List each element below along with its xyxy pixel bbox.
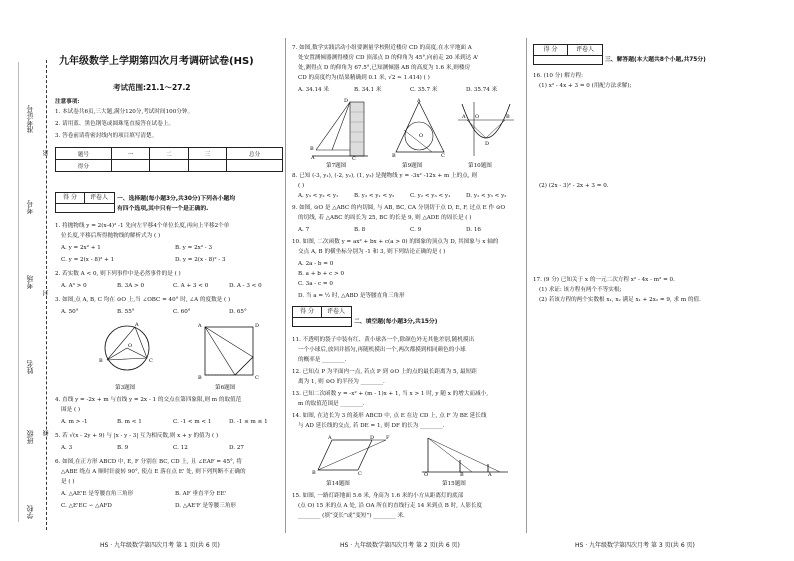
svg-text:B: B [392, 153, 396, 159]
q13-line1: 13. 已知二次函数 y = -x² + (m - 1)x + 1, 当 x > 1 时, y 随 x 的增大而减小, [292, 391, 488, 397]
q3-option-c: C. 60° [173, 309, 191, 315]
caption-fig3: 第3题图 [115, 385, 136, 391]
field-line [18, 62, 37, 522]
q4-option-b: B. m < 1 [117, 419, 142, 425]
column-divider-1 [285, 38, 286, 533]
q6-option-b: B. AF 垂直平分 EE' [175, 491, 227, 497]
q12-line1: 12. 已知点 P 为平面内一点, 若点 P 到 ⊙O 上的点的最长距离为 5, 最短距 [292, 369, 477, 375]
q2-line1: 2. 若实数 A < 0, 则下列事件中是必然事件的是 ( ) [55, 271, 181, 277]
q1-line2: 位长度,平移后所得抛物线的解析式为 ( ) [61, 233, 161, 239]
figure-q6-square [195, 322, 265, 382]
q7-line4: CD 的高度约为(结果精确到 0.1 米, √2 ≈ 1.414) ( ) [298, 75, 430, 81]
label-name: 姓名 [26, 360, 34, 374]
figure-q7-building [310, 98, 370, 160]
svg-text:O: O [419, 133, 424, 139]
q8-option-a: A. y₃ < y₂ < y₁ [298, 193, 339, 199]
q7-line3: 处,测得点 D 的仰角为 67.5°,已知测倾器 AB 的高度为 1.6 米,则楼房 [298, 65, 471, 71]
score-input-3[interactable] [188, 160, 227, 172]
q5-option-a: A. 3 [61, 445, 73, 451]
svg-text:D: D [255, 323, 260, 329]
q15-line2: (点 O) 15 米的点 A 处, 沿 OA 所在的直线行走 14 米到点 B 时, 人影长度 [298, 503, 483, 509]
q7-option-b: B. 34.1 米 [354, 87, 382, 93]
label-school: 学校 [26, 505, 34, 519]
svg-text:D: D [485, 141, 490, 147]
footer-page-3: HS · 九年级数学第四次月考 第 3 页(共 6 页) [575, 542, 695, 549]
svg-text:O: O [128, 343, 133, 349]
caption-fig14: 第14题图 [326, 481, 350, 487]
svg-text:C: C [149, 358, 153, 364]
section1-title-2: 有四个选项,其中只有一个是正确的. [117, 206, 209, 212]
q10-option-d: D. 当 a = ½ 时, △ABD 是等腰直角三角形 [298, 293, 405, 299]
q6-option-a: A. △AE'E 是等腰直角三角形 [61, 491, 134, 497]
section3-title: 三、解答题(本大题共8个小题,共75分) [605, 57, 706, 63]
q10-option-a: A. 2a - b = 0 [298, 261, 334, 267]
svg-text:D: D [370, 435, 375, 441]
q3-option-d: D. 65° [229, 309, 247, 315]
svg-text:C: C [358, 471, 362, 477]
score-table [55, 147, 283, 172]
q10-option-b: B. a + b + c > 0 [298, 271, 345, 277]
q7-option-a: A. 34.14 米 [298, 87, 329, 93]
note-item-1: 1. 本试卷共6页,三大题,满分120分,考试时间100分钟。 [55, 109, 194, 115]
q1-option-d: D. y = 2(x - 8)² - 3 [175, 257, 226, 263]
q15-line3: ________ (填“变长”或“变短”) ________ 米. [298, 513, 405, 519]
svg-text:D: D [344, 98, 349, 104]
q3-line1: 3. 如图,点 A, B, C 均在 ⊙O 上,当 ∠OBC = 40° 时, ∠A 的度数是 ( ) [55, 297, 231, 303]
q8-line1: 8. 已知 (-3, y₁), (-2, y₂), (1, y₃) 是抛物线 y = -3x² -12x + m 上的点, 则 [292, 173, 477, 179]
score-cell-total: 总分 [227, 148, 283, 160]
note-item-3: 3. 答卷前请将密封线内的项目填写清楚。 [55, 133, 158, 139]
svg-text:B: B [460, 472, 464, 478]
q11-line2: 一个小球后,放回并摇匀,再随机摸出一个,两次都摸到相同颜色的小球 [298, 347, 466, 353]
caption-fig6: 第6题图 [215, 385, 236, 391]
q7-option-d: D. 35.74 米 [466, 87, 498, 93]
q16-line1: 16. (10 分) 解方程: [533, 73, 583, 79]
svg-text:B: B [198, 375, 202, 381]
exam-range: 考试范围:21.1～27.2 [113, 83, 191, 92]
q11-line3: 的概率是 ________. [298, 357, 347, 363]
q3-option-b: B. 55° [117, 309, 135, 315]
label-seat-number: 考号 [26, 200, 34, 214]
box3-pingjuan: 评卷人 [575, 46, 594, 53]
q6-option-c: C. △E'EC ∽ △AFD [61, 503, 112, 509]
q8-option-b: B. y₃ < y₁ < y₂ [354, 193, 395, 199]
q15-line1: 15. 如图, 一路灯距地面 5.6 米, 身高为 1.6 米的小方从距离灯的底部 [292, 493, 464, 499]
score-cell-header: 题号 [56, 148, 112, 160]
q8-option-c: C. y₂ < y₃ < y₁ [410, 193, 451, 199]
q10-option-c: C. 3a - c = 0 [298, 281, 333, 287]
caption-fig15: 第15题图 [442, 481, 466, 487]
q6-line3: 是 ( ) [61, 479, 75, 485]
q3-option-a: A. 50° [61, 309, 79, 315]
svg-text:A: A [198, 323, 202, 329]
svg-text:B: B [506, 114, 510, 120]
label-class: 班级 [26, 430, 34, 444]
figure-q9-incircle [392, 100, 447, 158]
q17-part2: (2) 若该方程的两个实数根 x₁, x₂ 满足 x₁ + 2x₂ = 9, 求 m 的值. [539, 297, 701, 303]
q7-line1: 7. 如图,数学实践活动小组要测量学校附近楼房 CD 的高度,在水平地面 A [292, 45, 472, 51]
box3-defen: 得 分 [534, 45, 568, 55]
q9-line2: 的切线, 若 △ABC 的周长为 25, BC 的长是 9, 则 △ADE 的周长是 ( ) [298, 215, 472, 221]
figure-q15-lamp [420, 434, 510, 476]
q5-option-d: D. 27 [229, 445, 244, 451]
q11-line1: 11. 不透明的袋子中装有红、黄小球各一个,除颜色外无其他差别,随机摸出 [292, 337, 475, 343]
q6-line2: △ABE 绕点 A 顺时针旋转 90°, 使点 E 落在点 E' 处, 则下列判断不正确的 [61, 469, 246, 475]
q6-line1: 6. 如图,在正方形 ABCD 中, E, F 分别在 BC, CD 上, 且 ∠EAF = 45°, 将 [55, 459, 242, 465]
q4-line1: 4. 直线 y = -2x + m 与直线 y = 2x - 1 的交点在第四象限,则 m 的取值范 [55, 397, 242, 403]
q1-line1: 1. 将抛物线 y = 2(x-4)² -1 先向左平移4个单位长度,再向上平移2个单 [55, 223, 230, 229]
box-pingjuan: 评卷人 [89, 194, 108, 201]
q2-option-c: C. A + 3 < 0 [173, 283, 209, 289]
q4-option-c: C. -1 < m < 1 [173, 419, 212, 425]
box2-pingjuan: 评卷人 [326, 308, 345, 315]
score-cell-part1: 一 [111, 148, 150, 160]
q9-option-c: C. 9 [410, 227, 422, 233]
q10-line1: 10. 如图, 二次函数 y = ax² + bx + c(a > 0) 的图象的顶点为 D, 其图象与 x 轴的 [292, 239, 499, 245]
q14-line2: 与 AD 延长线的交点, 若 DE = 1, 则 DF 的长为 ________. [298, 423, 445, 429]
q13-line2: m 的取值范围是 ________. [298, 401, 365, 407]
caption-fig10: 第10题图 [468, 163, 492, 169]
score-cell-part3: 三 [188, 148, 227, 160]
svg-text:A: A [328, 435, 332, 441]
seal-line [46, 60, 47, 530]
svg-text:F: F [386, 435, 390, 441]
svg-text:A: A [417, 98, 421, 104]
cut-mark-feng: 封 [43, 290, 50, 296]
q16-part2-answer-area[interactable] [539, 194, 759, 274]
q1-option-c: C. y = 2(x - 8)² + 1 [61, 257, 115, 263]
svg-text:A: A [311, 155, 315, 161]
score-input-1[interactable] [111, 160, 150, 172]
q17-answer-area[interactable] [539, 310, 759, 530]
svg-text:O: O [424, 472, 429, 478]
column-divider-2 [526, 38, 527, 533]
notes-heading: 注意事项: [55, 99, 80, 105]
svg-text:O: O [475, 114, 480, 120]
section1-score-box [55, 192, 115, 213]
score-cell-part2: 二 [150, 148, 189, 160]
svg-text:A: A [135, 322, 139, 328]
q5-option-b: B. 9 [117, 445, 129, 451]
q6-option-d: D. △AE'F 是等腰三角形 [175, 503, 237, 509]
q7-line2: 处安置测倾器测得楼房 CD 顶部点 D 的仰角为 45°,向前走 20 米到达 A' [298, 55, 479, 61]
figure-q14-rhombus [312, 434, 392, 476]
cut-mark-mi: 密 [43, 150, 50, 156]
q14-line1: 14. 如图, 在边长为 3 的菱形 ABCD 中, 点 E 在边 CD 上, 点 F 为 BE 延长线 [292, 413, 487, 419]
q16-part2: (2) (2x - 3)² - 2x + 3 = 0. [539, 183, 609, 189]
q9-line1: 9. 如图, ⊙O 是 △ABC 的内切圆, 与 AB, BC, CA 分别切于点 D, E, F, 过点 E 作 ⊙O [292, 205, 506, 211]
svg-text:C: C [441, 153, 445, 159]
q4-line2: 围是 ( ) [61, 407, 81, 413]
section2-title: 二、填空题(每小题3分,共15分) [354, 319, 438, 325]
score-cell-defen: 得分 [56, 160, 112, 172]
q9-option-d: D. 16 [466, 227, 481, 233]
svg-text:C: C [255, 375, 259, 381]
caption-fig7: 第7题图 [326, 163, 347, 169]
footer-page-1: HS · 九年级数学第四次月考 第 1 页(共 6 页) [100, 542, 220, 549]
q5-option-c: C. 12 [173, 445, 188, 451]
q17-line1: 17. (9 分) 已知关于 x 的一元二次方程 x² - 4x - m² = 0. [533, 277, 675, 283]
q9-option-b: B. 8 [354, 227, 366, 233]
score-input-2[interactable] [150, 160, 189, 172]
q12-line2: 离为 1, 则 ⊙O 的半径为 ________. [298, 379, 385, 385]
section3-score-box [533, 44, 603, 65]
q5-line1: 5. 若 √(x - 2y + 9) 与 |x - y - 3| 互为相反数,则 x + y 的值为 ( ) [55, 433, 219, 439]
figure-q3-circle [95, 320, 165, 380]
svg-text:C: C [352, 156, 356, 162]
note-item-2: 2. 请用蓝、黑色钢笔或圆珠笔直接答在试卷上。 [55, 121, 174, 127]
svg-text:B: B [312, 470, 316, 476]
q1-option-a: A. y = 2x² + 1 [61, 245, 101, 251]
section1-title: 一、选择题(每小题3分,共30分)下列各小题均 [117, 196, 236, 202]
binding-strip [0, 0, 52, 561]
svg-text:B: B [99, 358, 103, 364]
q2-option-b: B. 3A > 0 [117, 283, 145, 289]
svg-text:A: A [488, 472, 492, 478]
label-exam-room: 考场 [26, 275, 34, 289]
q4-option-a: A. m > -1 [61, 419, 88, 425]
box-defen: 得 分 [56, 193, 85, 203]
q9-option-a: A. 7 [298, 227, 310, 233]
q8-option-d: D. y₁ < y₃ < y₂ [466, 193, 507, 199]
section2-score-box [292, 306, 352, 327]
score-input-total[interactable] [227, 160, 283, 172]
svg-text:A: A [462, 114, 466, 120]
caption-fig9: 第9题图 [402, 163, 423, 169]
q16-part1: (1) x² - 4x + 3 = 0 (用配方法求解); [539, 83, 632, 89]
footer-page-2: HS · 九年级数学第四次月考 第 2 页(共 6 页) [340, 542, 460, 549]
q17-part1: (1) 求证: 该方程有两个不等实根; [539, 287, 622, 293]
exam-title: 九年级数学上学期第四次月考调研试卷(HS) [59, 56, 254, 67]
q2-option-d: D. A - 3 < 0 [229, 283, 262, 289]
q8-line2: ( ) [298, 183, 305, 189]
q7-option-c: C. 35.7 米 [410, 87, 438, 93]
q10-line2: 交点 A, B 的横坐标分别为 -1 和 3, 则下列结论正确的是 ( ) [298, 249, 446, 255]
label-exam-number: 准考证号 [26, 105, 34, 133]
figure-q10-parabola [456, 100, 516, 158]
cut-mark-xian: 线 [43, 430, 50, 436]
box2-defen: 得 分 [293, 307, 322, 317]
q16-part1-answer-area[interactable] [539, 94, 759, 174]
q1-option-b: B. y = 2x² - 3 [175, 245, 213, 251]
q2-option-a: A. A³ > 0 [61, 283, 87, 289]
q4-option-d: D. -1 ≤ m ≤ 1 [229, 419, 268, 425]
svg-text:B: B [310, 146, 314, 152]
